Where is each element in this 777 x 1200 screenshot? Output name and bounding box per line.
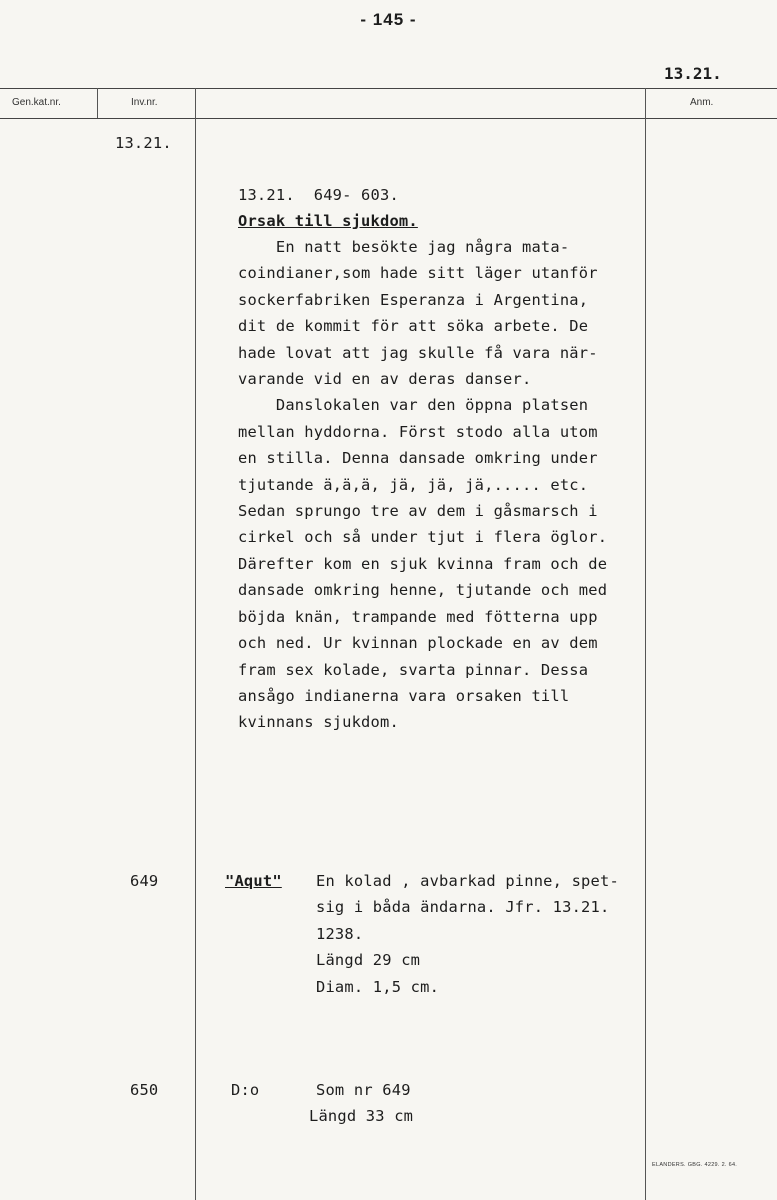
paragraph-line: cirkel och så under tjut i flera öglor.: [238, 528, 608, 547]
catalog-reference: 13.21.: [664, 64, 722, 83]
paragraph-line: Därefter kom en sjuk kvinna fram och de: [238, 554, 608, 573]
header-rule-bottom: [0, 118, 777, 119]
header-rule-top: [0, 88, 777, 89]
paragraph-line: En natt besökte jag några mata-: [238, 238, 570, 256]
paragraph-line: dit de kommit för att söka arbete. De: [238, 317, 589, 336]
paragraph-line: hade lovat att jag skulle få vara när-: [238, 343, 598, 362]
column-divider-1: [97, 88, 98, 118]
paragraph-line: böjda knän, trampande med fötterna upp: [238, 607, 598, 626]
item-description-line: Längd 33 cm: [309, 1107, 414, 1126]
section-heading: Orsak till sjukdom.: [238, 212, 418, 230]
paragraph-line: coindianer,som hade sitt läger utanför: [238, 264, 598, 283]
paragraph-line: tjutande ä,ä,ä, jä, jä, jä,..... etc.: [238, 475, 589, 494]
item-description-line: Längd 29 cm: [316, 951, 421, 970]
entry-title-line: 13.21. 649- 603.: [238, 186, 399, 204]
column-header-inv-nr: Inv.nr.: [131, 97, 158, 108]
paragraph-line: Sedan sprungo tre av dem i gåsmarsch i: [238, 502, 598, 521]
inv-number-reference: 13.21.: [115, 134, 172, 152]
paragraph-line: kvinnans sjukdom.: [238, 713, 399, 732]
item-description-line: En kolad , avbarkad pinne, spet-: [316, 872, 619, 890]
paragraph-line: en stilla. Denna dansade omkring under: [238, 449, 598, 468]
item-name: "Aqut": [225, 872, 282, 890]
column-divider-3: [645, 88, 646, 1200]
item-description-line: sig i båda ändarna. Jfr. 13.21.: [316, 898, 610, 917]
item-description-line: Diam. 1,5 cm.: [316, 977, 440, 996]
column-header-gen-kat-nr: Gen.kat.nr.: [12, 97, 61, 108]
column-header-anm: Anm.: [690, 97, 714, 108]
column-divider-2: [195, 88, 196, 1200]
item-description-line: Som nr 649: [316, 1081, 411, 1099]
item-name: D:o: [231, 1081, 260, 1099]
item-number: 649: [130, 872, 159, 890]
item-number: 650: [130, 1081, 159, 1099]
paragraph-line: Danslokalen var den öppna platsen: [238, 396, 589, 415]
paragraph-line: mellan hyddorna. Först stodo alla utom: [238, 422, 598, 441]
printer-imprint: ELANDERS. GBG. 4229. 2. 64.: [652, 1162, 738, 1168]
paragraph-line: och ned. Ur kvinnan plockade en av dem: [238, 634, 598, 653]
item-description: [309, 1077, 413, 1130]
paragraph-line: varande vid en av deras danser.: [238, 370, 532, 389]
paragraph-line: sockerfabriken Esperanza i Argentina,: [238, 290, 589, 309]
item-description-line: 1238.: [316, 924, 364, 943]
item-description: [316, 868, 619, 1000]
paragraph-line: ansågo indianerna vara orsaken till: [238, 686, 570, 705]
paragraph-line: fram sex kolade, svarta pinnar. Dessa: [238, 660, 589, 679]
page-number: - 145 -: [360, 10, 417, 29]
paragraph-line: dansade omkring henne, tjutande och med: [238, 581, 608, 600]
entry-paragraph: [238, 234, 607, 736]
